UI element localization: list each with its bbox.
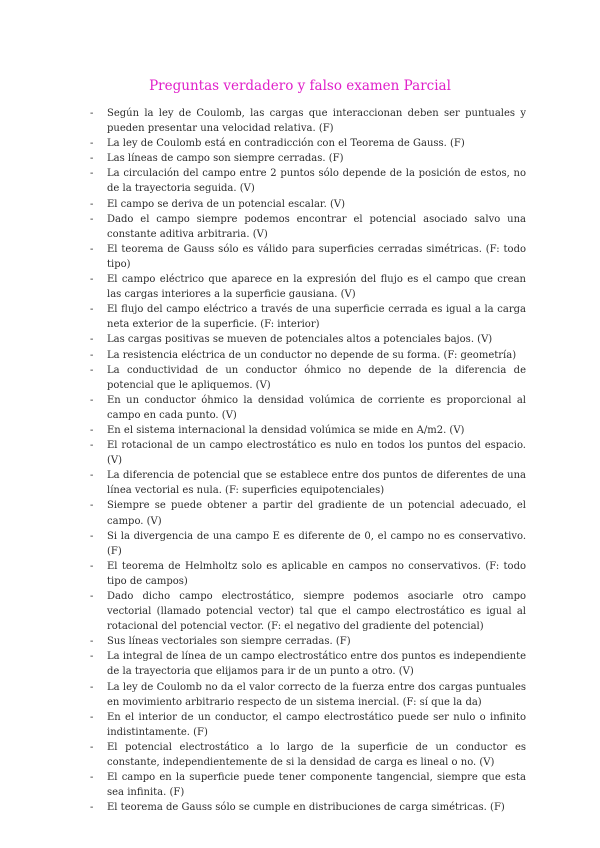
question-item bbox=[90, 710, 526, 740]
question-item bbox=[90, 423, 526, 438]
bullet-dash: - bbox=[90, 591, 94, 602]
question-item bbox=[90, 529, 526, 559]
bullet-dash: - bbox=[90, 394, 94, 406]
question-text: El rotacional de un campo electrostático es nulo en todos los puntos del espacio. (V) bbox=[107, 440, 526, 467]
bullet-dash: - bbox=[90, 243, 94, 255]
bullet-dash: - bbox=[90, 304, 94, 316]
question-item bbox=[90, 468, 526, 498]
bullet-dash: - bbox=[90, 802, 94, 814]
question-text: El campo en la superficie puede tener componente tangencial, siempre que esta sea infinita. (F) bbox=[107, 772, 526, 799]
page-title: Preguntas verdadero y falso examen Parcial bbox=[149, 78, 451, 94]
question-text: El teorema de Helmholtz solo es aplicable en campos no conservativos. (F: todo tipo de campos) bbox=[107, 560, 526, 587]
question-text: Las líneas de campo son siempre cerradas. (F) bbox=[107, 153, 344, 165]
question-list bbox=[90, 106, 526, 815]
question-item bbox=[90, 166, 526, 196]
question-item bbox=[90, 498, 526, 528]
question-text: El teorema de Gauss sólo se cumple en distribuciones de carga simétricas. (F) bbox=[107, 802, 505, 814]
bullet-dash: - bbox=[90, 681, 94, 693]
question-text: Según la ley de Coulomb, las cargas que interaccionan deben ser puntuales y pueden presentar una velocidad relativa. (F) bbox=[107, 108, 526, 135]
question-item bbox=[90, 438, 526, 468]
question-item bbox=[90, 197, 526, 212]
question-item bbox=[90, 363, 526, 393]
question-item bbox=[90, 680, 526, 710]
question-item bbox=[90, 212, 526, 242]
question-text: En el interior de un conductor, el campo electrostático puede ser nulo o infinito indistintamente. (F) bbox=[107, 711, 526, 738]
bullet-dash: - bbox=[90, 636, 94, 648]
question-item bbox=[90, 106, 526, 136]
bullet-dash: - bbox=[90, 153, 94, 165]
bullet-dash: - bbox=[90, 440, 94, 452]
bullet-dash: - bbox=[90, 198, 94, 210]
question-text: La ley de Coulomb no da el valor correcto de la fuerza entre dos cargas puntuales en movimiento arbitrario respecto de un sistema inercial. (F: sí que la da) bbox=[107, 681, 526, 708]
bullet-dash: - bbox=[90, 138, 94, 150]
question-item bbox=[90, 136, 526, 151]
question-text: El flujo del campo eléctrico a través de una superficie cerrada es igual a la carga neta exterior de la superficie. (F: interior) bbox=[107, 304, 526, 331]
bullet-dash: - bbox=[90, 500, 94, 512]
question-item bbox=[90, 272, 526, 302]
question-text: El teorema de Gauss sólo es válido para superficies cerradas simétricas. (F: todo tipo) bbox=[107, 243, 526, 270]
bullet-dash: - bbox=[90, 108, 94, 119]
question-text: Sus líneas vectoriales son siempre cerradas. (F) bbox=[107, 636, 351, 648]
question-text: La diferencia de potencial que se establece entre dos puntos de diferentes de una línea vectorial es nula. (F: superficies equipotenciales) bbox=[107, 470, 526, 497]
bullet-dash: - bbox=[90, 349, 94, 361]
bullet-dash: - bbox=[90, 334, 94, 346]
question-text: La conductividad de un conductor óhmico no depende de la diferencia de potencial que le apliquemos. (V) bbox=[107, 364, 526, 391]
bullet-dash: - bbox=[90, 711, 94, 723]
question-item bbox=[90, 302, 526, 332]
question-item bbox=[90, 242, 526, 272]
question-item bbox=[90, 800, 526, 815]
question-item bbox=[90, 649, 526, 679]
question-item bbox=[90, 151, 526, 166]
question-text: La integral de línea de un campo electrostático entre dos puntos es independiente de la trayectoria que elijamos para ir de un punto a otro. (V) bbox=[107, 651, 526, 678]
question-text: La resistencia eléctrica de un conductor no depende de su forma. (F: geometría) bbox=[107, 349, 517, 361]
bullet-dash: - bbox=[90, 470, 94, 482]
bullet-dash: - bbox=[90, 168, 94, 180]
bullet-dash: - bbox=[90, 213, 94, 225]
bullet-dash: - bbox=[90, 364, 94, 376]
bullet-dash: - bbox=[90, 530, 94, 542]
bullet-dash: - bbox=[90, 651, 94, 663]
bullet-dash: - bbox=[90, 424, 94, 436]
question-text: Si la divergencia de una campo E es diferente de 0, el campo no es conservativo. (F) bbox=[107, 530, 526, 557]
question-text: Dado dicho campo electrostático, siempre podemos asociarle otro campo vectorial (llamado potencial vector) tal que el campo electrostático es igual al rotacional del potencial vector. (F: el negativo del gradiente del potencial) bbox=[107, 591, 526, 633]
question-text: El campo se deriva de un potencial escalar. (V) bbox=[107, 198, 345, 210]
bullet-dash: - bbox=[90, 560, 94, 572]
bullet-dash: - bbox=[90, 741, 94, 753]
question-item bbox=[90, 559, 526, 589]
question-text: La circulación del campo entre 2 puntos sólo depende de la posición de estos, no de la trayectoria seguida. (V) bbox=[107, 168, 526, 195]
question-item bbox=[90, 589, 526, 634]
question-text: La ley de Coulomb está en contradicción con el Teorema de Gauss. (F) bbox=[107, 138, 465, 150]
question-text: Las cargas positivas se mueven de potenciales altos a potenciales bajos. (V) bbox=[107, 334, 493, 346]
question-item bbox=[90, 770, 526, 800]
question-text: El potencial electrostático a lo largo de la superficie de un conductor es constante, independientemente de si la densidad de carga es lineal o no. (V) bbox=[107, 741, 526, 769]
question-text: En un conductor óhmico la densidad volúmica de corriente es proporcional al campo en cada punto. (V) bbox=[107, 394, 526, 421]
question-item bbox=[90, 740, 526, 770]
question-item bbox=[90, 634, 526, 649]
question-item bbox=[90, 332, 526, 347]
question-item bbox=[90, 393, 526, 423]
question-text: En el sistema internacional la densidad volúmica se mide en A/m2. (V) bbox=[107, 424, 465, 436]
question-text: El campo eléctrico que aparece en la expresión del flujo es el campo que crean las cargas interiores a la superficie gausiana. (V) bbox=[107, 274, 526, 301]
bullet-dash: - bbox=[90, 772, 94, 784]
question-item bbox=[90, 348, 526, 363]
bullet-dash: - bbox=[90, 274, 94, 286]
question-text: Siempre se puede obtener a partir del gradiente de un potencial adecuado, el campo. (V) bbox=[107, 500, 526, 527]
question-text: Dado el campo siempre podemos encontrar el potencial asociado salvo una constante aditiva arbitraria. (V) bbox=[107, 213, 526, 240]
